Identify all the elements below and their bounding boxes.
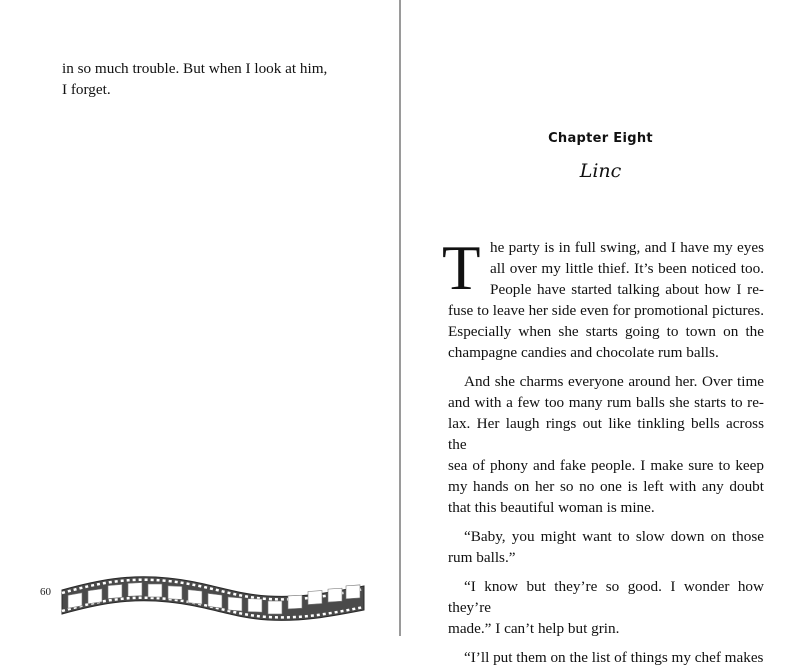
paragraph bbox=[442, 233, 764, 363]
paragraph bbox=[448, 371, 764, 518]
text-line: Especially when she starts going to town on the bbox=[448, 323, 764, 340]
text-line: I forget. bbox=[62, 81, 111, 98]
paragraph bbox=[448, 526, 764, 568]
text-line: And she charms everyone around her. Over time bbox=[464, 373, 764, 390]
text-line: fuse to leave her side even for promotional pictures. bbox=[448, 302, 764, 319]
text-line: made.” I can’t help but grin. bbox=[448, 620, 620, 637]
drop-cap: T bbox=[442, 233, 481, 303]
page-number: 60 bbox=[40, 586, 51, 598]
film-strip-ornament bbox=[58, 566, 368, 622]
text-line: in so much trouble. But when I look at him, bbox=[62, 60, 328, 77]
chapter-title: Chapter Eight bbox=[548, 131, 653, 146]
text-line: that this beautiful woman is mine. bbox=[448, 499, 655, 516]
text-line: “Baby, you might want to slow down on those bbox=[464, 528, 764, 545]
chapter-body bbox=[442, 233, 764, 668]
text-line: all over my little thief. It’s been noticed too. bbox=[490, 260, 764, 277]
paragraph bbox=[448, 576, 764, 639]
text-line: champagne candies and chocolate rum balls. bbox=[448, 344, 719, 361]
left-page bbox=[0, 0, 399, 636]
chapter-subtitle: Linc bbox=[579, 160, 622, 182]
paragraph bbox=[448, 647, 764, 668]
text-line: lax. Her laugh rings out like tinkling bells across the bbox=[448, 415, 764, 453]
left-page-text bbox=[62, 58, 362, 100]
text-line: he party is in full swing, and I have my eyes bbox=[490, 239, 764, 256]
text-line: sea of phony and fake people. I make sure to keep bbox=[448, 457, 764, 474]
text-line: rum balls.” bbox=[448, 549, 516, 566]
text-line: my hands on her so no one is left with any doubt bbox=[448, 478, 764, 495]
text-line: and with a few too many rum balls she starts to re- bbox=[448, 394, 764, 411]
text-line: People have started talking about how I re- bbox=[490, 281, 764, 298]
text-line: “I know but they’re so good. I wonder how they’re bbox=[448, 578, 764, 616]
text-line: “I’ll put them on the list of things my chef makes bbox=[464, 649, 764, 666]
right-page bbox=[401, 0, 800, 666]
